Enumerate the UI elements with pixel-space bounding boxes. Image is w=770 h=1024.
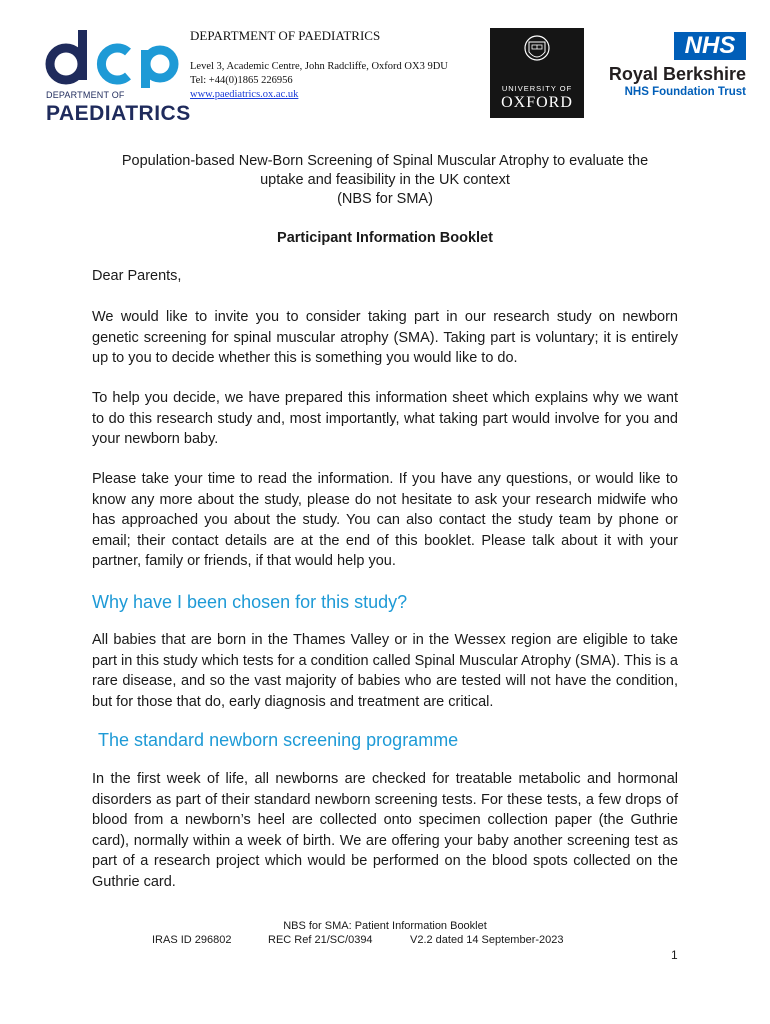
paragraph-invitation: We would like to invite you to consider taking part in our research study on newborn genetic screening for spinal muscular atrophy (SMA). Taking part is voluntary; it is entirely up to you to decide whether this is something you would like to do. <box>92 309 678 366</box>
nhs-trust-logo <box>598 32 748 102</box>
department-address: Level 3, Academic Centre, John Radcliffe, Oxford OX3 9DU <box>190 61 448 72</box>
nhs-logo-badge: NHS <box>674 32 746 60</box>
title-line-1: Population-based New-Born Screening of Spinal Muscular Atrophy to evaluate the <box>121 153 649 169</box>
oxford-university-text: UNIVERSITY OF <box>501 84 573 93</box>
page-number: 1 <box>671 948 678 962</box>
trust-name: Royal Berkshire <box>608 64 746 84</box>
paragraph-read-information: Please take your time to read the information. If you have any questions, or would like to know any more about the study, please do not hesitate to ask your research midwife who has approached you about the study. You can also contact the study team by phone or email; their contact details are at the end of this booklet. Please talk about it with your partner, family or friends, if that would help you. <box>92 471 678 569</box>
footer-version: V2.2 dated 14 September-2023 <box>410 934 564 946</box>
document-subtitle: Participant Information Booklet <box>277 230 493 246</box>
heading-why-chosen: Why have I been chosen for this study? <box>92 592 408 612</box>
department-website-link[interactable]: www.paediatrics.ox.ac.uk <box>190 89 299 100</box>
dcp-logo-mark <box>44 26 184 88</box>
oxford-crest-icon <box>523 34 551 83</box>
department-address-block <box>190 28 490 102</box>
trust-subtitle: NHS Foundation Trust <box>624 86 746 98</box>
greeting: Dear Parents, <box>92 268 182 284</box>
logo-paediatrics-text: PAEDIATRICS <box>46 102 191 125</box>
footer-iras-id: IRAS ID 296802 <box>152 934 232 946</box>
title-line-2: uptake and feasibility in the UK context <box>260 172 510 188</box>
heading-standard-screening: The standard newborn screening programme <box>98 730 459 750</box>
title-line-3: (NBS for SMA) <box>337 191 433 207</box>
department-title: DEPARTMENT OF PAEDIATRICS <box>190 28 381 43</box>
paragraph-help-decide: To help you decide, we have prepared this information sheet which explains why we want to do this research study and, most importantly, what taking part would involve for you and your newborn baby. <box>92 390 678 447</box>
document-title <box>60 152 710 209</box>
paediatrics-logo <box>44 26 191 125</box>
paragraph-eligibility: All babies that are born in the Thames Valley or in the Wessex region are eligible to take part in this study which tests for a condition called Spinal Muscular Atrophy (SMA). This is a rare disease, and so the vast majority of babies who are tested will not have the condition, but for those that do, early diagnosis and treatment are critical. <box>92 632 678 710</box>
footer-booklet-title: NBS for SMA: Patient Information Booklet <box>283 920 487 932</box>
oxford-name-text: OXFORD <box>501 94 573 111</box>
footer-rec-ref: REC Ref 21/SC/0394 <box>268 934 373 946</box>
department-telephone: Tel: +44(0)1865 226956 <box>190 75 293 86</box>
paragraph-screening-programme: In the first week of life, all newborns are checked for treatable metabolic and hormonal disorders as part of their standard newborn screening tests. For these tests, a few drops of blood from a newborn’s heel are collected onto specimen collection paper (the Guthrie card), normally within a week of birth. We are offering your baby another screening test as part of a research project which would be performed on the blood spots collected on the Guthrie card. <box>92 771 678 890</box>
oxford-logo <box>490 28 584 118</box>
logo-dept-text: DEPARTMENT OF <box>46 90 125 100</box>
